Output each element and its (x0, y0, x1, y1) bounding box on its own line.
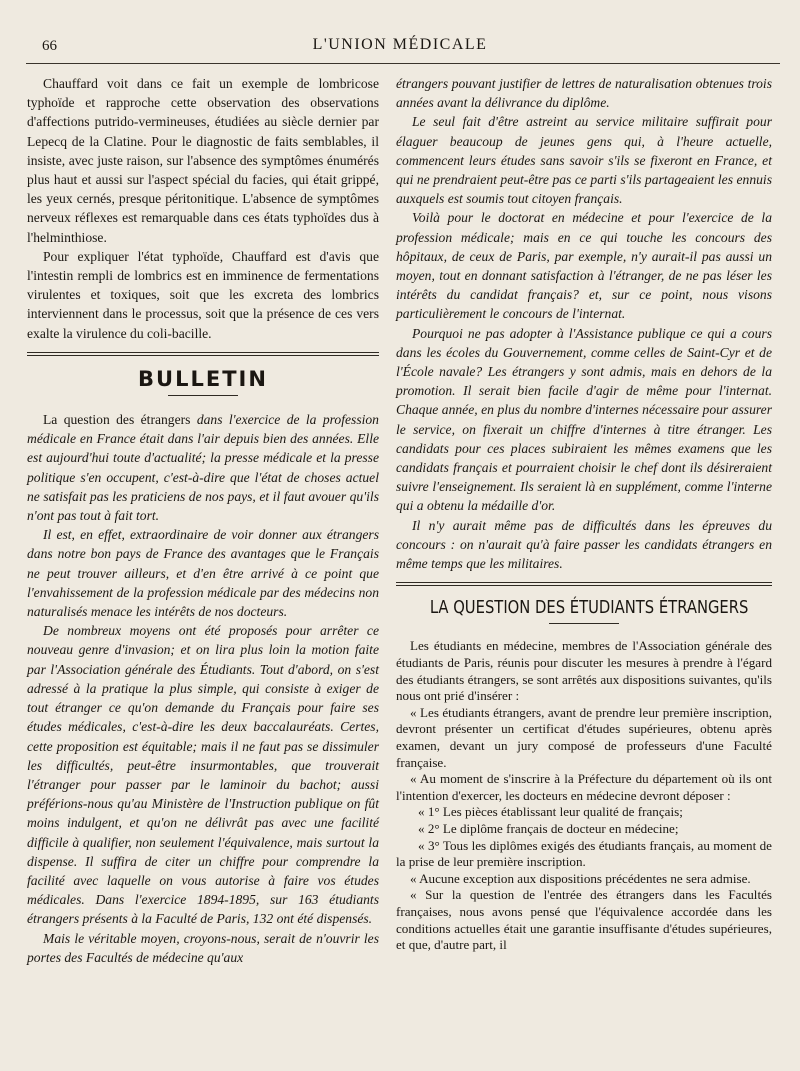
page-number: 66 (42, 38, 57, 54)
heading-underline-2 (549, 623, 619, 624)
right-column (396, 74, 772, 954)
association-motion (396, 638, 772, 953)
section-divider (27, 352, 379, 356)
motion-clause-3: « Aucune exception aux dispositions précédentes ne sera admise. (410, 870, 751, 886)
bulletin-paragraph-1-text: dans l'exercice de la profession médicale en France était dans l'air depuis bien des années. Elle est aujourd'hui toute d'actualité; la presse médicale et la presse politique s'en occupent, c'est-à-dire que l'état de choses actuel ne satisfait pas les praticiens de nos pays, et il faut avouer qu'ils n'ont pas tout à fait tort. (27, 412, 379, 524)
motion-clause-4: « Sur la question de l'entrée des étrangers dans les Facultés françaises, nous avons pensé que l'équivalence accordée dans les conditions actuelles était une garantie insuffisante d'études supérieures, et que, d'autre part, il (396, 887, 772, 953)
motion-intro: Les étudiants en médecine, membres de l'Association générale des étudiants de Paris, réunis pour discuter les mesures à prendre à l'égard des étudiants étrangers, se sont arrêtés aux dispositions suivantes, qu'ils nous ont prié d'insérer : (396, 638, 772, 704)
bulletin-heading: BULLETIN (138, 366, 268, 391)
motion-clause-2: « Au moment de s'inscrire à la Préfecture du département où ils ont l'intention d'exercer, les docteurs en médecine devront déposer : (396, 771, 772, 803)
motion-clause-1: « Les étudiants étrangers, avant de prendre leur première inscription, devront présenter un certificat d'études supérieures, obtenu après examen, devant un jury composé de professeurs d'une Faculté française. (396, 704, 772, 770)
page-header (20, 32, 780, 60)
bulletin-paragraph-2: Il est, en effet, extraordinaire de voir donner aux étrangers dans notre bon pays de France des avantages que le Français ne peut trouver ailleurs, et d'en être arrivé à ce point que l'envahissement de la profession médicale par des médecins non naturalisés menace les intérêts de nos docteurs. (27, 527, 379, 620)
bulletin-paragraph-7: Pourquoi ne pas adopter à l'Assistance publique ce qui a cours dans les écoles du Gouvernement, comme celles de Saint-Cyr et de l'École navale? Les étrangers y sont admis, mais en dehors de la promotion. Il serait bien facile d'agir de même pour l'internat. Chaque année, en plus du nombre d'internes nécessaire pour assurer le service, on fixerait un chiffre d'internes à titre étranger. Les candidats pour ces places subiraient les mêmes examens que les candidats français et pourraient choisir le chef dont ils désireraient suivre l'enseignement. Ils seraient là en supplément, comme l'interne qui a obtenu la médaille d'or. (396, 325, 772, 514)
paragraph-chauffard-2: Pour expliquer l'état typhoïde, Chauffard est d'avis que l'intestin rempli de lombrics est en imminence de fermentations virulentes et toxiques, soit que les excreta des lombrics interviennent dans le processus, soit que la présence de ces vers exalte la virulence du coli-bacille. (27, 248, 379, 341)
heading-underline (168, 395, 238, 396)
motion-item-2: « 2° Le diplôme français de docteur en médecine; (418, 821, 679, 837)
bulletin-paragraph-8: Il n'y aurait même pas de difficultés dans les épreuves du concours : on n'aurait qu'à faire passer les candidats étrangers en même temps que les militaires. (396, 517, 772, 572)
motion-item-1: « 1° Les pièces établissant leur qualité de français; (418, 804, 683, 820)
paragraph-chauffard-1: Chauffard voit dans ce fait un exemple de lombricose typhoïde et rapproche cette observation des observations d'affections putrido-vermineuses, étudiées au siècle dernier par Lepecq de la Clatine. Pour le diagnostic de faits semblables, il insiste, avec juste raison, sur l'absence des symptômes énumérés plus haut et aussi sur l'aspect spécial du facies, qui était grippé, les yeux cernés, presque péritonitique. L'absence de symptômes nerveux réflexes est remarquable dans ces états typhoïdes dus à l'helminthiose. (27, 76, 379, 245)
header-rule (26, 63, 780, 64)
bulletin-paragraph-4: Mais le véritable moyen, croyons-nous, serait de n'ouvrir les portes des Facultés de médecine qu'aux (27, 930, 379, 965)
left-column (27, 74, 379, 967)
section-heading-etudiants: LA QUESTION DES ÉTUDIANTS ÉTRANGERS (429, 597, 749, 619)
running-title: L'UNION MÉDICALE (312, 36, 488, 53)
bulletin-paragraph-5: Le seul fait d'être astreint au service militaire suffirait pour élaguer beaucoup de jeunes gens qui, à l'heure actuelle, commencent leurs études sans savoir s'ils se fixeront en France, et qui ne prendraient peut-être pas ce parti s'ils partageaient les ennuis auxquels est soumis tout citoyen français. (396, 114, 772, 207)
motion-item-3: « 3° Tous les diplômes exigés des étudiants français, au moment de la prise de leur première inscription. (396, 837, 772, 870)
bulletin-continuation: étrangers pouvant justifier de lettres de naturalisation obtenues trois années avant la délivrance du diplôme. (396, 76, 772, 111)
section-divider-2 (396, 582, 772, 586)
bulletin-paragraph-6: Voilà pour le doctorat en médecine et pour l'exercice de la profession médicale; mais en ce qui touche les concours des hôpitaux, de ceux de Paris, par exemple, n'y aurait-il pas aussi un moyen, tout en donnant satisfaction à l'étranger, de ne pas léser les intérêts du candidat français? et, sur ce point, nous visons particulièrement le concours de l'internat. (396, 210, 772, 322)
bulletin-paragraph-1 (27, 410, 379, 525)
bulletin-lead-in: La question des étrangers (43, 412, 191, 428)
bulletin-paragraph-3: De nombreux moyens ont été proposés pour arrêter ce nouveau genre d'invasion; et on lira plus loin la motion faite par l'Association générale des Étudiants. Tout d'abord, on s'est adressé à la pratique la plus simple, qui consiste à exiger de tout étranger ce qu'on demande du Français pour faire ses études médicales, c'est-à-dire les deux baccalauréats. Certes, cette proposition est équitable; mais il ne faut pas se dissimuler les difficultés, peut-être insurmontables, que trouverait l'étranger pour passer par le laminoir du bachot; aussi préférions-nous qu'au Ministère de l'Instruction publique on fût moins indulgent, et qu'on ne délivrât pas avec une facilité difficile à qualifier, non seulement l'équivalence, mais surtout la dispense. Il suffira de citer un chiffre pour comprendre la facilité avec laquelle on vous autorise à faire vos études médicales. Dans l'exercice 1894-1895, sur 163 étudiants étrangers présents à la Faculté de Paris, 132 ont été dispensés. (27, 623, 379, 927)
